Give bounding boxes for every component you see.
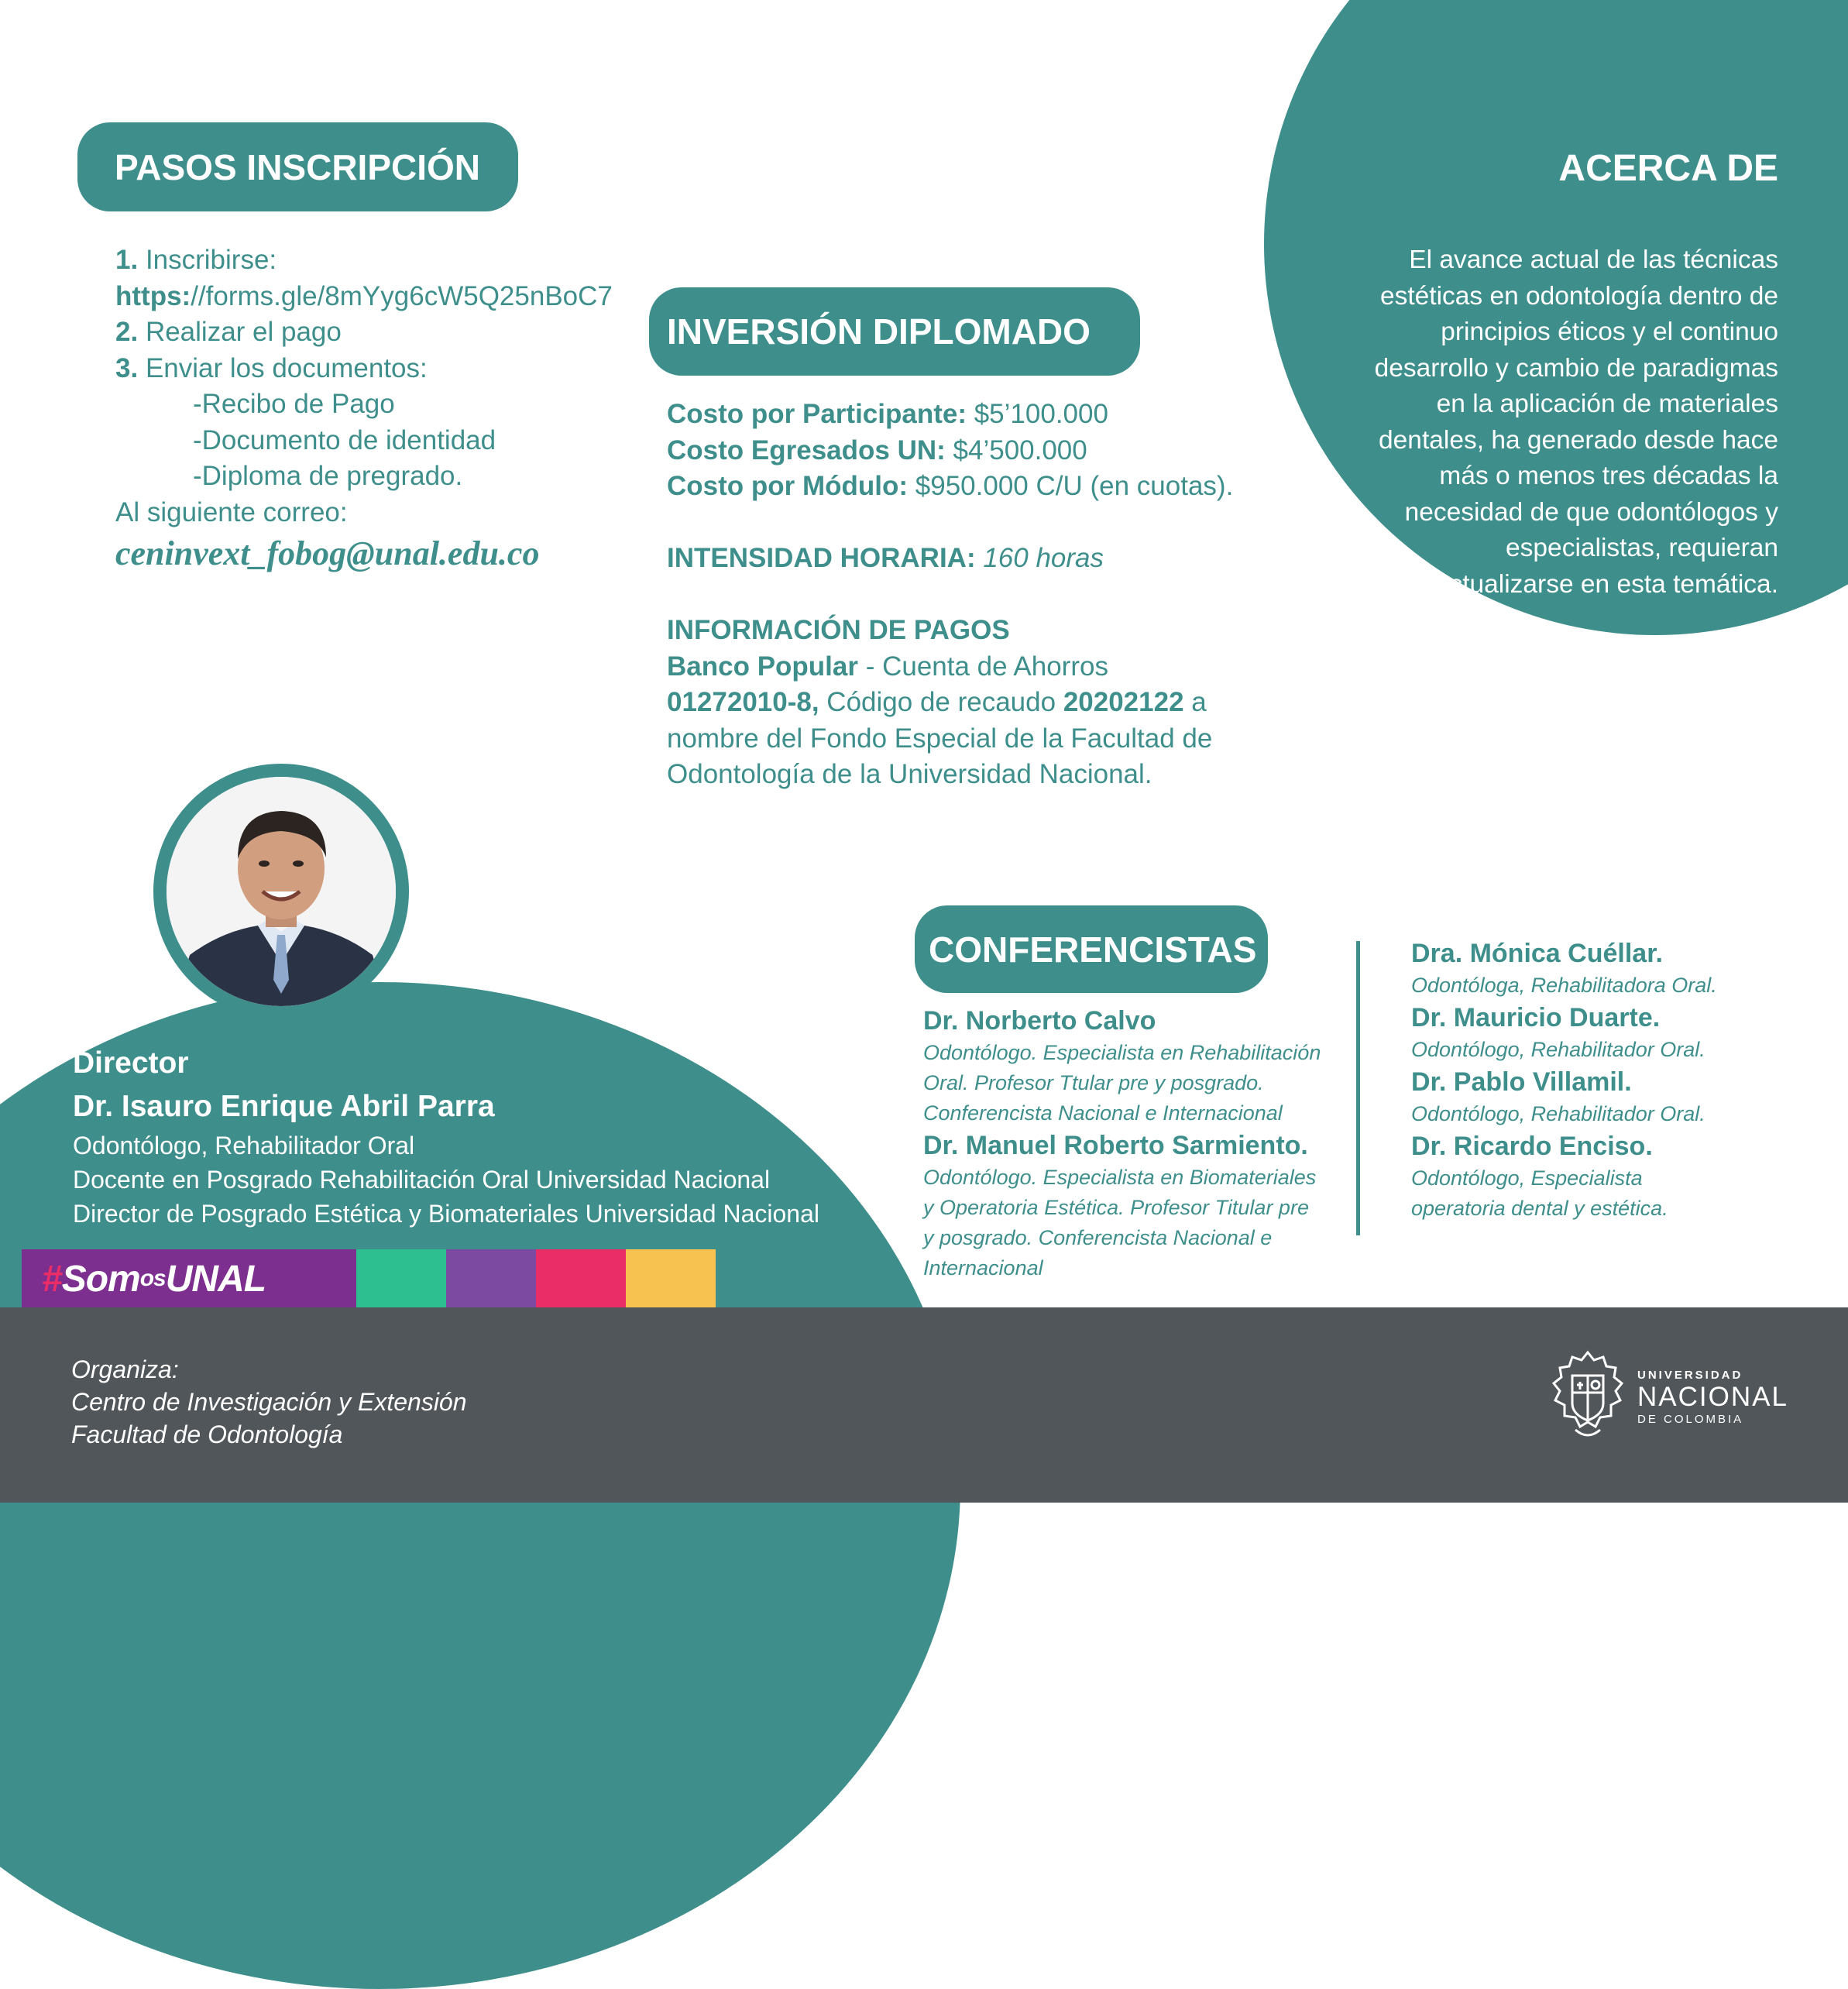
payment-note: Odontología de la Universidad Nacional. [667, 759, 1152, 789]
color-swatch-green [356, 1249, 446, 1308]
somos-unal-bar [22, 1249, 717, 1308]
about-line: principios éticos y el continuo [1441, 318, 1778, 346]
steps-title: PASOS INSCRIPCIÓN [115, 146, 480, 187]
cost-alumni: Costo Egresados UN: $4’500.000 [667, 435, 1087, 465]
about-line: estéticas en odontología dentro de [1379, 281, 1778, 311]
bank-line: Banco Popular - Cuenta de Ahorros [667, 651, 1108, 682]
step-1: 1. Inscribirse: [115, 245, 277, 275]
cost-participant: Costo por Participante: $5’100.000 [667, 399, 1108, 429]
doc-item: -Diploma de pregrado. [193, 461, 463, 491]
speakers-right [1411, 936, 1814, 1224]
steps-list [115, 242, 658, 577]
director-line: Odontólogo, Rehabilitador Oral [73, 1132, 415, 1159]
speaker-name: Dr. Mauricio Duarte. [1411, 1003, 1661, 1032]
email-link[interactable]: ceninvext_fobog@unal.edu.co [115, 534, 540, 572]
organizer-block [71, 1353, 467, 1451]
about-text [1345, 242, 1778, 603]
speaker-name: Dra. Mónica Cuéllar. [1411, 939, 1663, 968]
speaker-desc: Odontólogo, Rehabilitador Oral. [1411, 1038, 1705, 1061]
speaker-desc: Internacional [923, 1256, 1043, 1280]
cost-module: Costo por Módulo: $950.000 C/U (en cuotas). [667, 471, 1234, 501]
somos-unal-label: # Som os UNAL [22, 1249, 356, 1308]
investment-title-pill [649, 287, 1140, 376]
speaker-desc: Oral. Profesor Ttular pre y posgrado. [923, 1071, 1264, 1094]
speaker-desc: y posgrado. Conferencista Nacional e [923, 1226, 1273, 1249]
color-swatch-purple [446, 1249, 536, 1308]
registration-link[interactable]: https://forms.gle/8mYyg6cW5Q25nBoC7 [115, 280, 613, 311]
speakers-title: CONFERENCISTAS [929, 929, 1257, 970]
organizer-line: Facultad de Odontología [71, 1420, 343, 1448]
step-2: 2. Realizar el pago [115, 317, 342, 347]
payment-note: nombre del Fondo Especial de la Facultad de [667, 723, 1213, 754]
speaker-desc: y Operatoria Estética. Profesor Titular pre [923, 1196, 1309, 1219]
about-line: más o menos tres décadas la [1439, 462, 1778, 490]
mail-label: Al siguiente correo: [115, 496, 348, 527]
unal-wordmark [1637, 1369, 1788, 1426]
speakers-title-pill [915, 905, 1268, 993]
speaker-desc: Odontólogo, Rehabilitador Oral. [1411, 1102, 1705, 1125]
doc-item: -Documento de identidad [193, 424, 496, 455]
unal-shield-icon [1549, 1349, 1626, 1445]
about-line: actualizarse en esta temática. [1434, 569, 1778, 599]
about-line: especialistas, requieran [1506, 534, 1778, 562]
investment-details [667, 397, 1271, 793]
about-line: desarrollo y cambio de paradigmas [1374, 353, 1778, 383]
investment-title: INVERSIÓN DIPLOMADO [667, 311, 1091, 352]
logo-top: UNIVERSIDAD [1637, 1369, 1743, 1382]
speaker-desc: Odontólogo. Especialista en Rehabilitación [923, 1041, 1321, 1064]
speaker-name: Dr. Pablo Villamil. [1411, 1067, 1632, 1097]
logo-mid: NACIONAL [1637, 1382, 1788, 1412]
speakers-divider [1356, 941, 1360, 1235]
color-swatch-yellow [626, 1249, 716, 1308]
organizer-line: Centro de Investigación y Extensión [71, 1388, 467, 1416]
speakers-left [923, 1004, 1357, 1283]
director-line: Director de Posgrado Estética y Biomateriales Universidad Nacional [73, 1200, 819, 1228]
logo-bottom: DE COLOMBIA [1637, 1413, 1744, 1426]
hours: INTENSIDAD HORARIA: 160 horas [667, 543, 1104, 573]
speaker-desc: Odontóloga, Rehabilitadora Oral. [1411, 974, 1717, 997]
speaker-desc: Odontólogo, Especialista [1411, 1166, 1643, 1190]
director-name: Dr. Isauro Enrique Abril Parra [73, 1090, 495, 1123]
about-line: dentales, ha generado desde hace [1379, 425, 1778, 455]
organizer-label: Organiza: [71, 1355, 179, 1383]
about-line: necesidad de que odontólogos y [1404, 497, 1778, 527]
about-title: ACERCA DE [1558, 148, 1778, 189]
payments-title: INFORMACIÓN DE PAGOS [667, 615, 1010, 645]
speaker-name: Dr. Ricardo Enciso. [1411, 1132, 1653, 1161]
director-portrait-icon [167, 777, 396, 1006]
step-3: 3. Enviar los documentos: [115, 352, 428, 383]
director-role: Director [73, 1046, 189, 1080]
speaker-desc: Odontólogo. Especialista en Biomateriales [923, 1166, 1317, 1189]
speaker-name: Dr. Manuel Roberto Sarmiento. [923, 1131, 1308, 1160]
doc-item: -Recibo de Pago [193, 389, 395, 419]
speaker-desc: Conferencista Nacional e Internacional [923, 1101, 1283, 1125]
account-line: 01272010-8, Código de recaudo 20202122 a [667, 687, 1207, 717]
color-swatch-pink [536, 1249, 626, 1308]
about-line: El avance actual de las técnicas [1409, 246, 1778, 274]
unal-logo [1549, 1349, 1788, 1445]
speaker-name: Dr. Norberto Calvo [923, 1006, 1156, 1036]
director-line: Docente en Posgrado Rehabilitación Oral Universidad Nacional [73, 1166, 771, 1194]
director-block [73, 1042, 819, 1231]
steps-title-pill [77, 122, 518, 211]
director-photo [167, 777, 396, 1006]
speaker-desc: operatoria dental y estética. [1411, 1197, 1668, 1220]
about-line: en la aplicación de materiales [1436, 390, 1778, 418]
